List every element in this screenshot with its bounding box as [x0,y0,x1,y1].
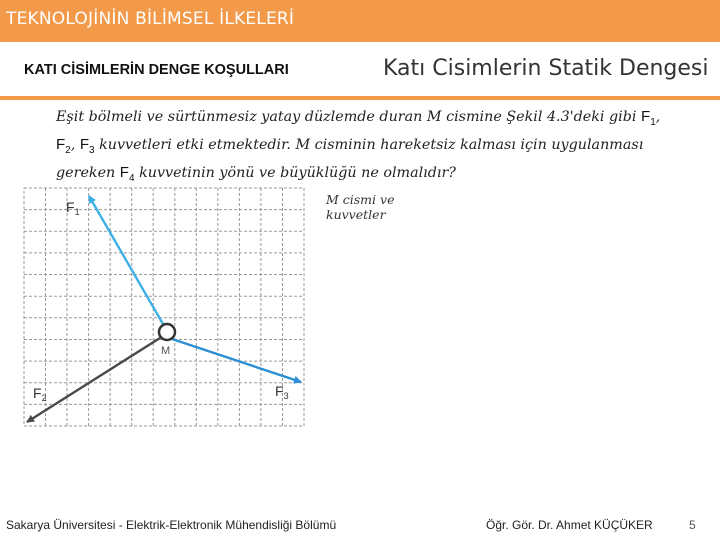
caption-line-1: M cismi ve [326,192,395,207]
slide-title: Katı Cisimlerin Statik Dengesi [383,56,709,81]
title-divider [0,96,720,100]
section-label: KATI CİSİMLERİN DENGE KOŞULLARI [24,62,289,78]
force-f2-arrow [27,338,160,422]
footer-institution: Sakarya Üniversitesi - Elektrik-Elektronik Mühendisliği Bölümü [6,518,337,532]
force-f1-label: $F_1$ [66,199,80,217]
force-f4-ref: $F_4$ [119,164,135,184]
problem-part-2: kuvvetleri etki etmektedir. M cisminin hareketsiz kalması için uygulanması gereken [56,137,644,181]
footer-author: Öğr. Gör. Dr. Ahmet KÜÇÜKER [486,518,653,532]
force-figure [20,186,310,430]
grid [24,188,304,426]
mass-label: M [161,345,171,357]
force-f1-arrow [89,196,163,324]
caption-line-2: kuvvetler [326,207,386,222]
page-number: 5 [689,518,696,532]
problem-part-3: kuvvetinin yönü ve büyüklüğü ne olmalıdır? [134,165,456,181]
force-f3-arrow [172,339,301,382]
problem-text: Eşit bölmeli ve sürtünmesiz yatay düzlemde duran M cismine Şekil 4.3'deki gibi $F_1$, $F_2$, $F_3$ kuvvetleri etki etmektedir. M cisminin hareketsiz kalması için uygulanması gereken $F_4$ kuvvetinin yönü ve büyüklüğü ne olmalıdır? [56,108,661,184]
force-f1-ref: $F_1$ [641,108,656,128]
header-bar [0,0,720,42]
problem-part-1: Eşit bölmeli ve sürtünmesiz yatay düzlemde duran M cismine Şekil 4.3'deki gibi [56,109,642,125]
mass-m [159,324,175,340]
header-title: TEKNOLOJİNİN BİLİMSEL İLKELERİ [6,9,295,29]
force-f2-label: $F_2$ [33,385,47,403]
force-f3-ref: $F_3$ [79,136,95,156]
figure-caption [326,192,394,222]
force-f3-label: $F_3$ [275,383,289,401]
force-f2-ref: $F_2$ [56,136,71,156]
